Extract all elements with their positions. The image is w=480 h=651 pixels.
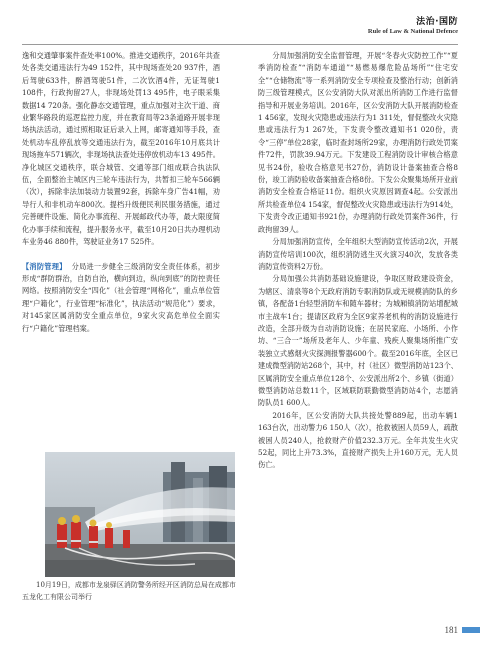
- header-divider: [22, 44, 458, 45]
- fire-management-paragraph: [22, 261, 220, 335]
- running-header: [368, 14, 458, 35]
- section-subtitle: Rule of Law & National Defence: [367, 28, 458, 35]
- traffic-paragraph: 逸和交通肇事案件查处率100%。推进交通秩序，2016年共查处各类交通违法行为49 152件，其中现场查处20 937件，酒后驾驶633件，醉酒驾驶51件，二次饮酒4件，无证驾驶1 108件，行政拘留27人，非现场处罚13 495件，电子眼采集数据14 720条。强化静态交通管理，重点加强对主次干道、商业繁华路段的巡逻监控力度，并在教育局等23条道路开展非现场执法活动，通过照相取证后录入上网，邮寄通知等手段，查处机动车乱停乱放等交通违法行为，截至2016年10月底共计现场拖车571辆次，非现场执法查处违停放机动车13 495件。净化城区交通秩序，联合城管、交通等部门组成联合执法队伍，全面整治主城区内三轮车违法行为，共暂扣三轮车566辆（次），拆除非法加装动力装置92套，拆除车身广告41幅，劝导行人和非机动车800次。提档升级便民利民服务措施，通过完善硬件设施、简化办事流程、开展邮政代办等，最大限度简化办事手续和流程，提升服务水平，截至10月20日共办理机动车业务46 880件，驾驶证业务17 525件。: [22, 51, 220, 247]
- fire-supervision-paragraph: 分局加强消防安全监督管理，开展“冬春火灾防控工作”“夏季消防检查”“消防车通道”“易燃易爆危险品场所”“住宅安全”“仓储物流”等一系列消防安全专项检查及整治行动；创新消防三级管理模式，区公安消防大队对派出所消防工作进行监督指导和开展业务培训。2016年，区公安消防大队开展消防检查1 456家，发现火灾隐患或违法行为1 311处，督促整改火灾隐患或违法行为1 267处，下发责令整改通知书1 020份，责令“三停”单位28家，临时查封场所29家，办理消防行政处罚案件72件，罚款39.94万元。下发建设工程消防设计审核合格意见书24份，验收合格意见书27份，消防设计备案抽查合格8份，竣工消防验收备案抽查合格8份。下发公众聚集场所开业前消防安全检查合格证11份。组织火灾原因调查4起。公安派出所共检查单位4 154家，督促整改火灾隐患或违法行为914处，下发责令改正通知书921份，办理消防行政处罚案件36件，行政拘留39人。: [258, 51, 458, 234]
- page-tab-marker: [462, 627, 480, 633]
- left-column: [22, 50, 220, 335]
- firefighter-drill-photo: [45, 452, 235, 577]
- fire-management-text: 分局进一步健全三级消防安全责任体系，初步形成“群防群治，自防自治，横向到边，纵向到底”的防控责任网络。按照消防安全“四化”（社会管理“网格化”，重点单位管理“户籍化”，行业管理“标准化”，执法活动“规范化”）要求，对145家区属消防安全重点单位，9家火灾高危单位全面实行“户籍化”管理档案。: [22, 261, 220, 333]
- fire-response-paragraph: 2016年，区公安消防大队共接处警889起，出动车辆1 163台次，出动警力6 150人（次），抢救被困人员59人，疏散被困人员240人，抢救财产价值232.3万元。全年共发生火灾52起，同比上升73.3%，直接财产损失上升160万元，无人员伤亡。: [258, 410, 458, 470]
- photo-caption: 10月19日，成都市龙泉驿区消防警务所经开区消防总局在成都市五龙化工有限公司举行: [22, 581, 236, 601]
- section-title: 法治·国防: [416, 17, 458, 27]
- page-number: 181: [444, 625, 458, 635]
- fire-publicity-paragraph: 分局加强消防宣传，全年组织大型消防宣传活动2次，开展消防宣传培训100次，组织消防逃生灭火演习40次，发放各类消防宣传资料2万份。: [258, 237, 458, 271]
- fire-infrastructure-paragraph: 分局加强公共消防基础设施建设，争取区财政建设资金，为辖区、清泉等8个无政府消防专职消防队或无规模消防队的乡镇，各配备1台轻型消防车和随车器材；为城厢镇消防站增配城市主战车1台；提请区政府为全区9家养老机构的消防设施进行改造，全部升级为自动消防设施；在居民家庭、小场所、小作坊、“三合一”场所及老年人、少年童、残疾人聚集场所推广安装独立式感烟火灾探测报警器600个。截至2016年底，全区已建成微型消防站268个，其中，村（社区）微型消防站123个、区属消防安全重点单位128个、公安派出所2个、乡镇（街道）微型消防站总数11个，区域联防联勤微型消防站4个，志愿消防队员1 600人。: [258, 274, 458, 408]
- right-column: [258, 50, 458, 472]
- section-tag-fire: 【消防管理】: [22, 261, 67, 271]
